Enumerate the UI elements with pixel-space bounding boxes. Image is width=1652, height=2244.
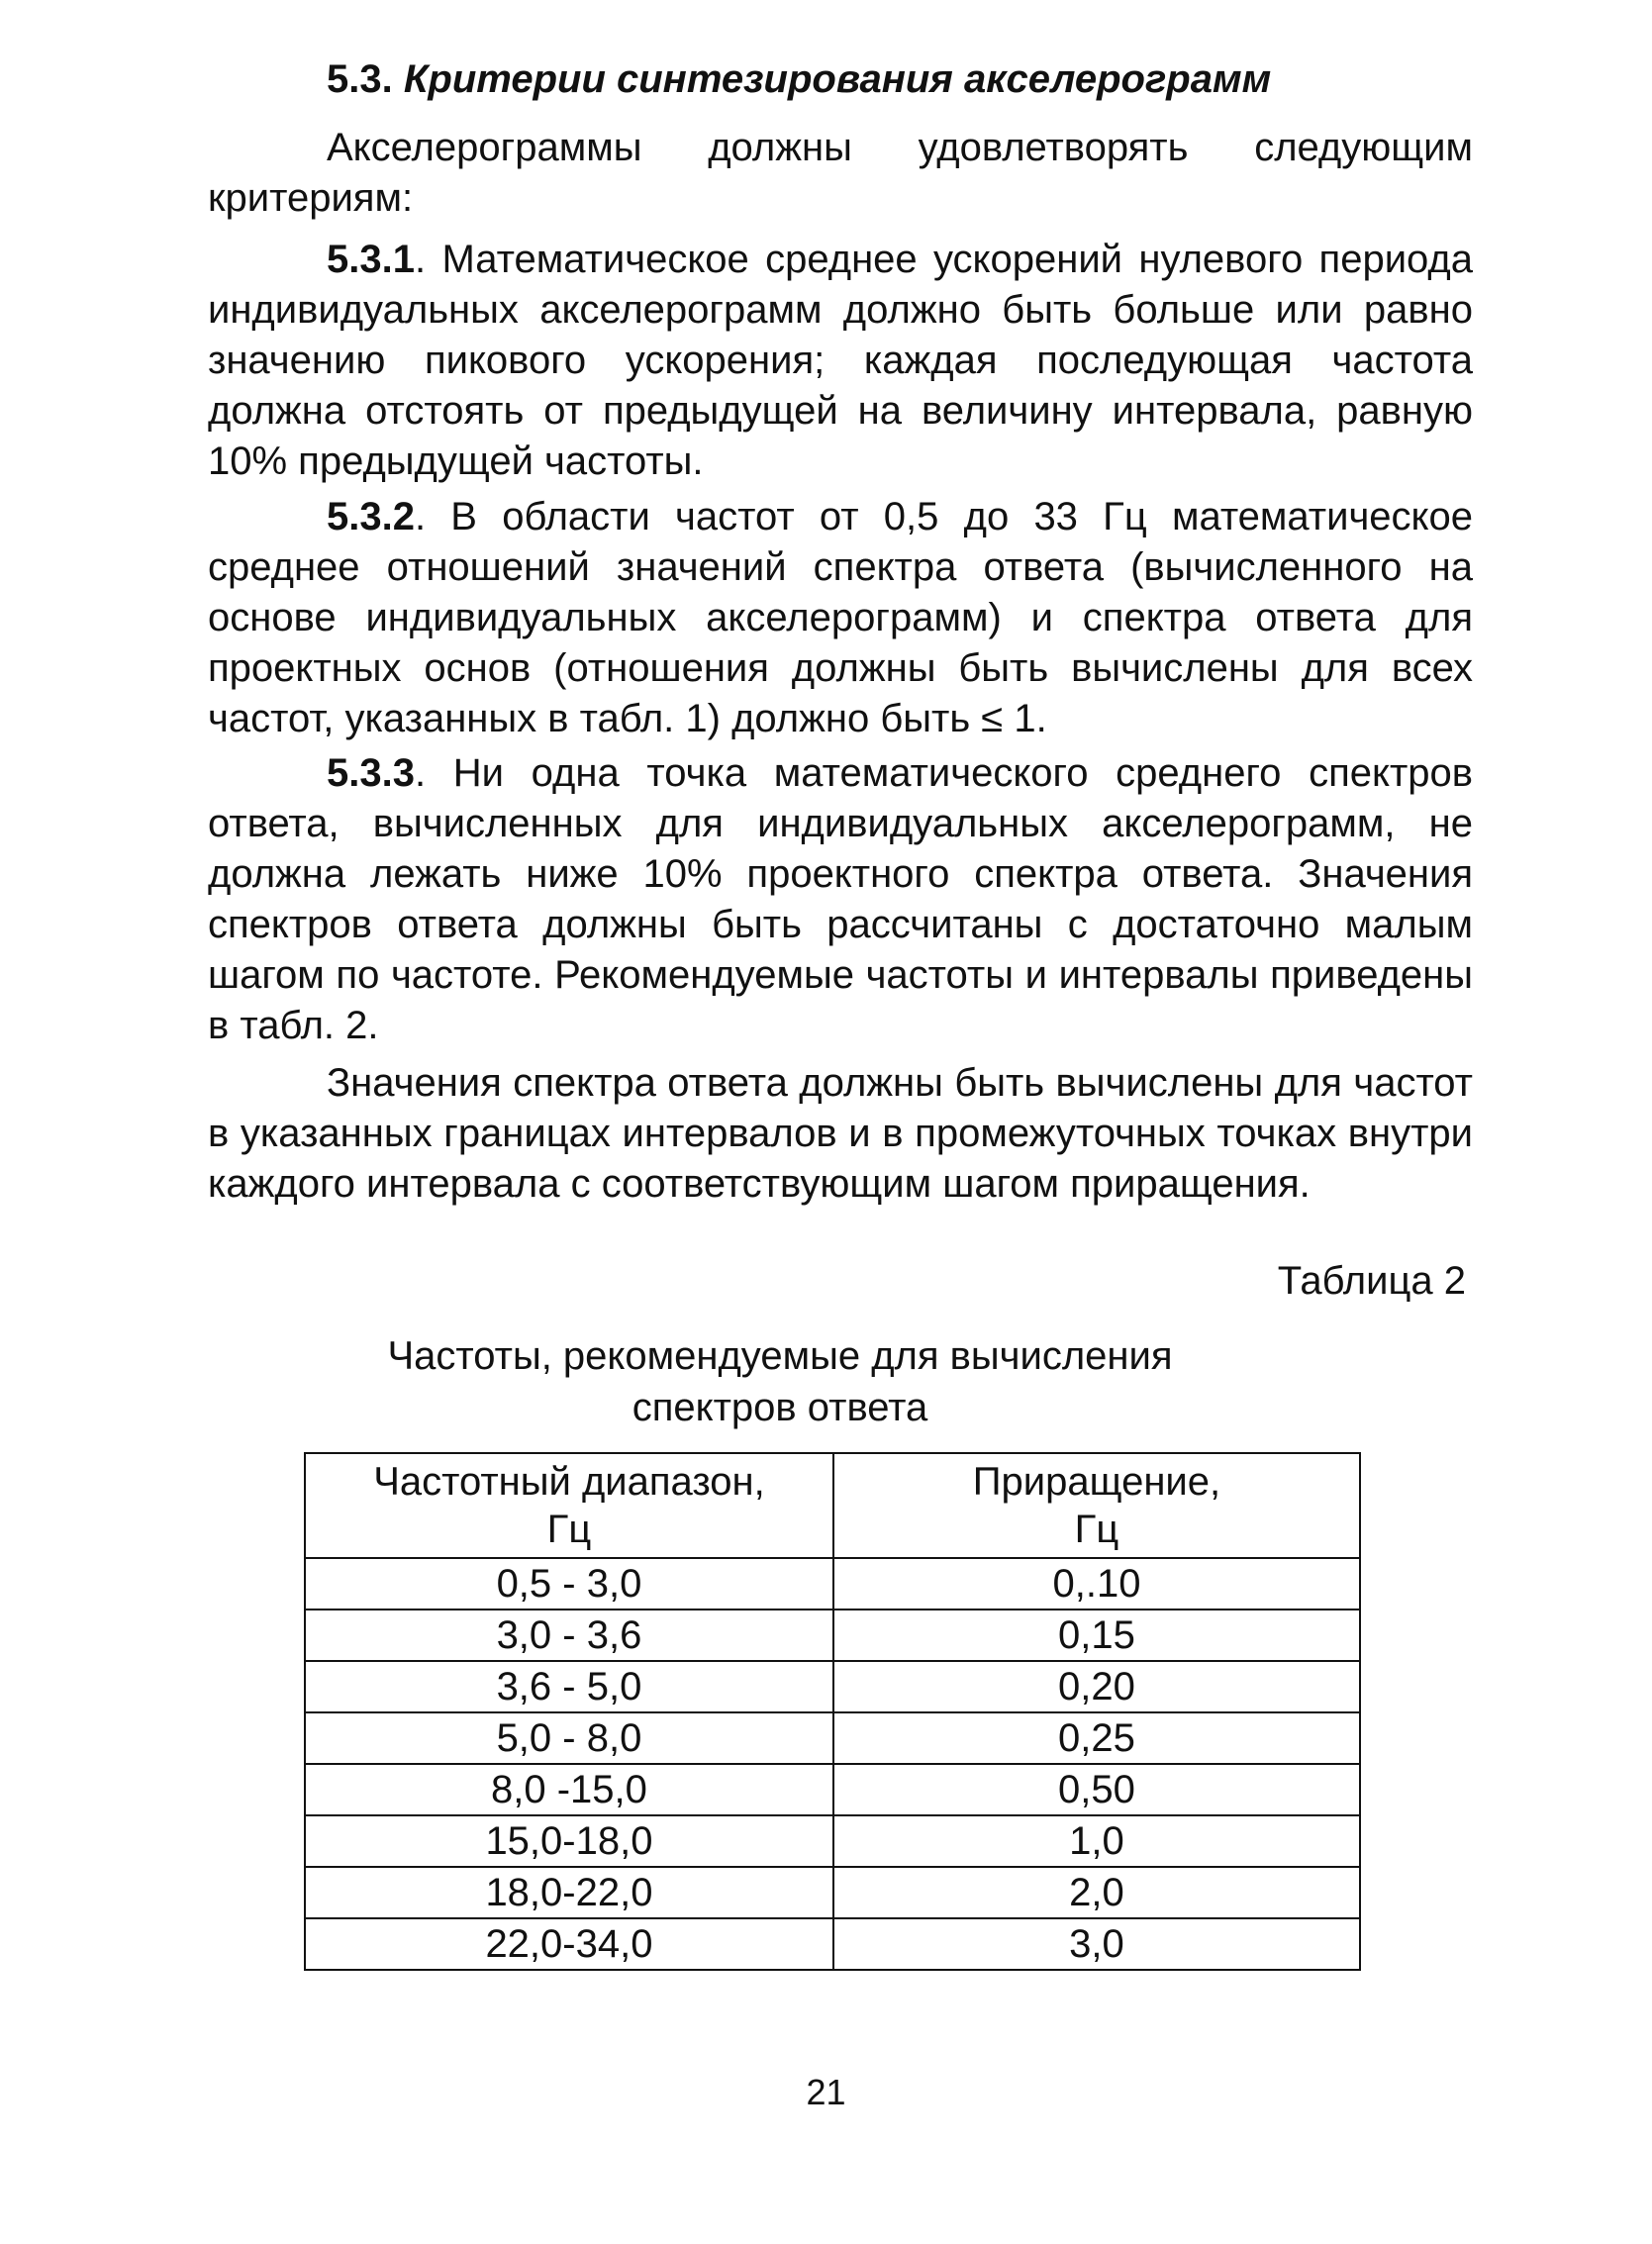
table-label: Таблица 2 (1277, 1259, 1466, 1303)
table-header-row (305, 1453, 1360, 1558)
column-header-range (305, 1453, 833, 1558)
table-row (305, 1815, 1360, 1867)
increment-cell: 0,.10 (833, 1558, 1360, 1610)
criterion-number: 5.3.3 (327, 751, 415, 795)
increment-cell: 1,0 (833, 1815, 1360, 1867)
criterion-text: . Математическое среднее ускорений нулевого периода индивидуальных акселерограмм должно быть больше или равно значению пикового ускорения; каждая последующая частота должна отстоять от предыдущей на величину интервала, равную 10% предыдущей частоты. (208, 238, 1473, 483)
range-cell: 18,0-22,0 (305, 1867, 833, 1918)
table-title (305, 1330, 1255, 1433)
table-title-line: спектров ответа (632, 1386, 928, 1429)
table-row (305, 1661, 1360, 1712)
column-header-increment (833, 1453, 1360, 1558)
criterion-text: . Ни одна точка математического среднего спектров ответа, вычисленных для индивидуальных акселерограмм, не должна лежать ниже 10% проектного спектра ответа. Значения спектров ответа должны быть рассчитаны с достаточно малым шагом по частоте. Рекомендуемые частоты и интервалы приведены в табл. 2. (208, 751, 1473, 1047)
table-row (305, 1712, 1360, 1764)
section-number: 5.3. (327, 57, 393, 101)
range-cell: 5,0 - 8,0 (305, 1712, 833, 1764)
criterion-number: 5.3.1 (327, 238, 415, 281)
criterion-text: . В области частот от 0,5 до 33 Гц математическое среднее отношений значений спектра ответа (вычисленного на основе индивидуальных акселерограмм) и спектра ответа для проектных основ (отношения должны быть вычислены для всех частот, указанных в табл. 1) должно быть ≤ 1. (208, 495, 1473, 740)
table-row (305, 1764, 1360, 1815)
criterion-paragraph (208, 492, 1473, 744)
table-title-line: Частоты, рекомендуемые для вычисления (387, 1334, 1173, 1378)
section-title: Критерии синтезирования акселерограмм (403, 57, 1272, 101)
header-line: Гц (1074, 1508, 1119, 1551)
header-line: Приращение, (972, 1460, 1221, 1504)
range-cell: 8,0 -15,0 (305, 1764, 833, 1815)
criterion-paragraph (208, 235, 1473, 487)
header-line: Гц (546, 1508, 592, 1551)
section-heading (327, 57, 1271, 102)
range-cell: 15,0-18,0 (305, 1815, 833, 1867)
criterion-paragraph (208, 748, 1473, 1051)
range-cell: 0,5 - 3,0 (305, 1558, 833, 1610)
table-row (305, 1610, 1360, 1661)
page-number: 21 (806, 2072, 846, 2112)
increment-cell: 0,25 (833, 1712, 1360, 1764)
range-cell: 3,6 - 5,0 (305, 1661, 833, 1712)
increment-cell: 3,0 (833, 1918, 1360, 1970)
range-cell: 3,0 - 3,6 (305, 1610, 833, 1661)
table-row (305, 1558, 1360, 1610)
header-line: Частотный диапазон, (373, 1460, 765, 1504)
table-row (305, 1918, 1360, 1970)
increment-cell: 0,20 (833, 1661, 1360, 1712)
frequency-table (304, 1452, 1361, 1971)
increment-cell: 0,50 (833, 1764, 1360, 1815)
range-cell: 22,0-34,0 (305, 1918, 833, 1970)
increment-cell: 2,0 (833, 1867, 1360, 1918)
intro-paragraph: Акселерограммы должны удовлетворять следующим критериям: (208, 126, 1473, 220)
increment-cell: 0,15 (833, 1610, 1360, 1661)
criterion-number: 5.3.2 (327, 495, 415, 538)
table-row (305, 1867, 1360, 1918)
values-paragraph: Значения спектра ответа должны быть вычислены для частот в указанных границах интервалов и в промежуточных точках внутри каждого интервала с соответствующим шагом приращения. (208, 1061, 1473, 1206)
